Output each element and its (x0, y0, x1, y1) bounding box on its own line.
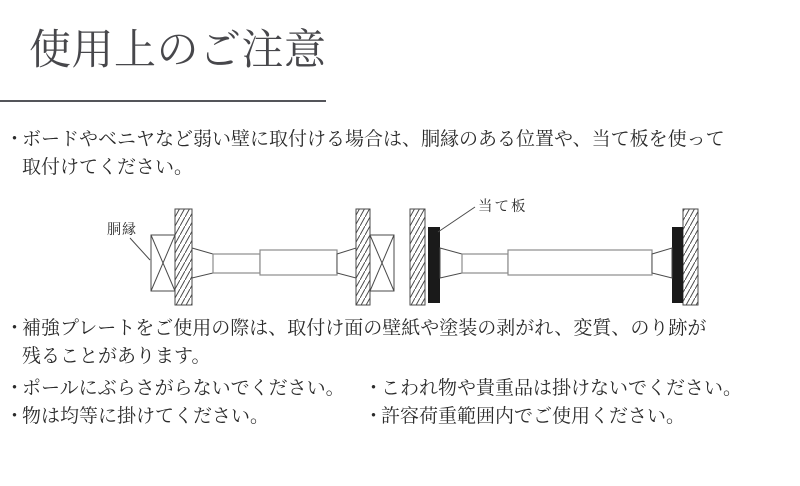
wall-right-hatched (356, 209, 370, 305)
caution-weak-wall (5, 126, 725, 182)
rod-thick-tube (260, 250, 337, 275)
backing-plate-leader-line (438, 207, 475, 232)
backing-plate-label: 当て板 (478, 199, 528, 215)
rod-thick-tube (508, 250, 652, 275)
bullet-dot: ・ (5, 378, 25, 399)
caution-weak-wall-line1: ボードやベニヤなど弱い壁に取付ける場合は、胴縁のある位置や、当て板を使って (22, 129, 725, 150)
caution-no-hanging: ・ ポールにぶらさがらないでください。 (22, 375, 345, 403)
caution-column-left (5, 375, 345, 431)
caution-reinforcement-plate (5, 315, 707, 371)
title-underline (0, 100, 326, 102)
rod-thin-tube (213, 254, 260, 273)
bullet-dot: ・ (364, 406, 384, 427)
furring-strip-box-left (151, 235, 175, 291)
caution-even-load: ・ 物は均等に掛けてください。 (22, 403, 345, 431)
installation-diagrams (90, 190, 710, 315)
furring-strip-box-right (370, 235, 394, 291)
caution-plate-line1: 補強プレートをご使用の際は、取付け面の壁紙や塗装の剥がれ、変質、のり跡が (22, 318, 707, 339)
caution-plate-line2: 残ることがあります。 (22, 346, 211, 367)
rod-thin-tube (462, 254, 508, 273)
rod-cone-right (652, 248, 672, 278)
wall-left-hatched (410, 209, 425, 305)
tension-rod-right (440, 248, 672, 278)
page-title: 使用上のご注意 (29, 26, 327, 73)
caution-column-right (364, 375, 743, 431)
bullet-dot: ・ (5, 129, 25, 150)
bullet-dot: ・ (5, 318, 25, 339)
diagram-backing-plate (410, 197, 698, 305)
rod-cone-left (440, 248, 462, 278)
bullet-dot: ・ (364, 378, 384, 399)
caution-load-limit: ・ 許容荷重範囲内でご使用ください。 (381, 403, 742, 431)
backing-plate-left (428, 227, 440, 303)
furring-strip-label: 胴縁 (107, 221, 137, 237)
wall-left-hatched (175, 209, 192, 305)
caution-no-fragile-items: ・ こわれ物や貴重品は掛けないでください。 (381, 375, 742, 403)
rod-cone-left (192, 248, 213, 278)
tension-rod-left (192, 248, 356, 278)
wall-right-hatched (683, 209, 698, 305)
caution-weak-wall-line2: 取付けてください。 (22, 157, 194, 178)
diagram-furring-strip (107, 209, 394, 305)
rod-cone-right (337, 248, 356, 278)
furring-label-leader-line (130, 238, 150, 260)
bullet-dot: ・ (5, 406, 25, 427)
backing-plate-right (672, 227, 683, 303)
